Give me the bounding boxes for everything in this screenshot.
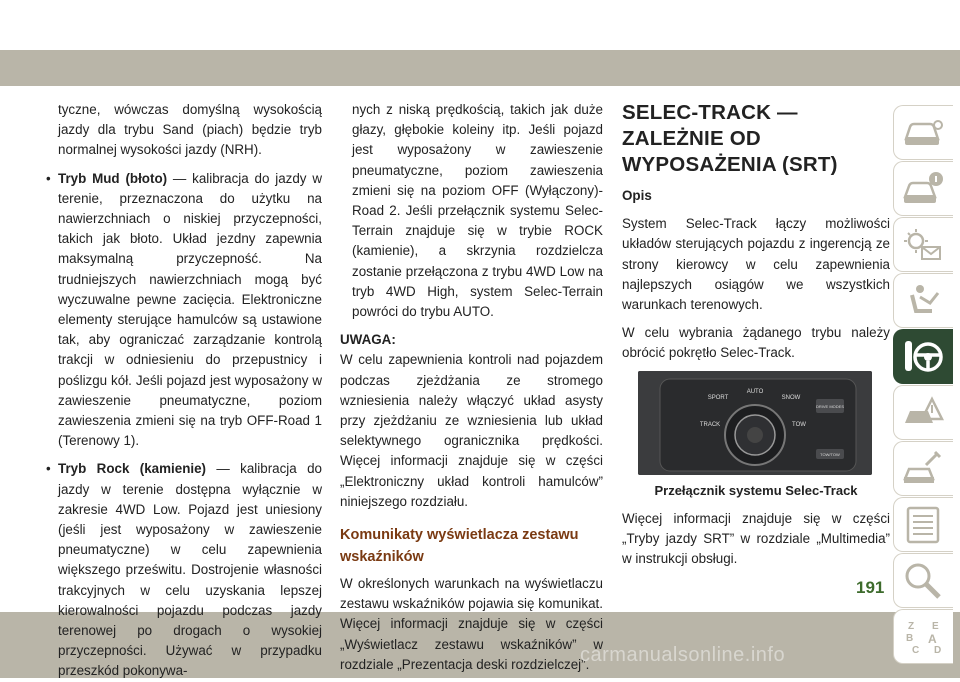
svg-text:C: C	[912, 645, 920, 656]
svg-text:Z: Z	[908, 621, 915, 632]
mud-mode-item	[46, 169, 322, 452]
selec-track-switch-image	[638, 371, 872, 475]
subheading: Komunikaty wyświetlacza zestawu wskaźników	[340, 527, 579, 566]
rock-mode-item	[46, 459, 322, 681]
note-text: W celu zapewnienia kontroli nad pojazdem podczas zjeżdżania ze stromego wzniesienia należy włączyć układ asysty przy zjeżdżaniu ze wzniesienia lub układ selektywnego ogranicznika prędkości. Więcej informacji znajduje się w części „Elektroniczny układ kontroli hamulców” niniejszego rozdziału.	[340, 352, 603, 509]
column-1	[46, 100, 322, 682]
drive-modes-label: DRIVE MODES	[815, 403, 845, 409]
dial-label-auto: AUTO	[746, 388, 764, 395]
figure-caption: Przełącznik systemu Selec-Track	[654, 482, 858, 498]
wrench-car-icon	[902, 449, 944, 489]
paragraph-1: System Selec-Track łączy możliwości układów sterujących pojazdu z ingerencją ze strony kierowcy w celu zapewnienia najlepszych osiągów we wszystkich warunkach terenowych.	[622, 216, 890, 313]
subheading-text: W określonych warunkach na wyświetlaczu zestawu wskaźników pojawia się komunikat. Więcej informacji znajduje się w części „Wyświetlacz zestawu wskaźników” w rozdziale „Prezentacja deski rozdzielczej”.	[340, 576, 603, 672]
svg-text:A: A	[928, 632, 937, 646]
car-key-icon	[902, 113, 944, 153]
tab-wrench-car[interactable]	[893, 441, 953, 496]
driver-seat-icon	[902, 281, 944, 321]
rock-mode-text: — kalibracja do jazdy w terenie dostępna wyłącznie w zakresie 4WD Low. Pojazd jest uniesiony (jeśli jest wyposażony w zawieszenie pneumatyczne) w celu zapewnienia większego prześwitu. Dostrojenie własności trakcyjnych w celu uzyskania lepszej kierowalności pojazdu podczas jazdy terenowej po drogach o wysokiej przyczepności. Używać w przypadku przeszkód pokonywa-	[58, 461, 322, 679]
tab-index[interactable]	[893, 609, 953, 664]
watermark-text: carmanualsonline.info	[580, 644, 786, 666]
mud-mode-text: — kalibracja do jazdy w terenie, przeznaczona do użytku na nawierzchniach o niskiej przyczepności, takich jak błoto. Układ jezdny zapewnia maksymalną przyczepność. Na trudniejszych nawierzchniach mogą być wyczuwalne pewne zacięcia. Elektroniczne elementy sterujące hamulców są ustawione tak, aby ograniczać zarządzanie kontrolą trakcji w odniesieniu do przepustnicy i poślizgu kół. Jeśli pojazd jest wyposażony w zawieszenie pneumatyczne, poziom zawieszenia zmieni się na tryb OFF-Road 1 (Terenowy 1).	[58, 170, 322, 449]
tab-car-info[interactable]	[893, 161, 953, 216]
tow-button-label: TOW/TOW	[820, 451, 840, 457]
section-heading: SELEC-TRACK — ZALEŻNIE OD WYPOSAŻENIA (SRT)	[622, 101, 838, 176]
paragraph-2: W celu wybrania żądanego trybu należy obrócić pokrętło Selec-Track.	[622, 325, 890, 361]
list-icon	[902, 505, 944, 545]
page-number: 191	[856, 578, 885, 597]
dial-label-sport: SPORT	[707, 394, 729, 401]
car-info-icon	[902, 169, 944, 209]
tab-dashboard-light[interactable]	[893, 217, 953, 272]
paragraph-3: Więcej informacji znajduje się w części „Tryby jazdy SRT” w rozdziale „Multimedia” w instrukcji obsługi.	[622, 510, 890, 567]
tab-car-key[interactable]	[893, 105, 953, 160]
continued-text: nych z niską prędkością, takich jak duże głazy, głębokie koleiny itp. Jeśli pojazd jest wyposażony w zawieszenie pneumatyczne, poziom zawieszenia zmieni się na poziom OFF (Wyłączony)-Road 2. Jeśli przełącznik systemu Selec-Terrain znajduje się w trybie ROCK (kamienie), a skrzynia rozdzielcza zostanie przełączona z trybu 4WD Low na tryb 4WD High, system Selec-Terrain powróci do trybu AUTO.	[352, 102, 603, 320]
intro-text: tyczne, wówczas domyślną wysokością jazdy dla trybu Sand (piach) będzie tryb normalnej wysokości jazdy (NRH).	[58, 102, 322, 158]
bullet-icon: •	[46, 461, 51, 477]
dashboard-light-icon	[902, 225, 944, 265]
tab-warning-triangle[interactable]	[893, 385, 953, 440]
mud-mode-label: Tryb Mud (błoto)	[58, 170, 168, 186]
tab-steering-wheel[interactable]	[893, 329, 953, 384]
note-label: UWAGA:	[340, 332, 396, 348]
index-letters-icon	[902, 617, 944, 657]
dial-label-snow: SNOW	[781, 394, 801, 401]
tab-magnifier[interactable]	[893, 553, 953, 608]
svg-text:B: B	[906, 633, 914, 644]
tab-list[interactable]	[893, 497, 953, 552]
warning-triangle-icon	[902, 393, 944, 433]
steering-wheel-icon	[902, 337, 944, 377]
selec-track-dial-icon	[638, 371, 872, 475]
dial-label-tow: TOW	[792, 421, 806, 428]
column-2	[340, 100, 603, 675]
bullet-icon: •	[46, 170, 51, 186]
rock-mode-label: Tryb Rock (kamienie)	[58, 461, 207, 477]
magnifier-icon	[902, 561, 944, 601]
svg-text:E: E	[932, 621, 939, 632]
description-label: Opis	[622, 188, 652, 203]
svg-text:D: D	[934, 645, 942, 656]
dial-label-track: TRACK	[699, 421, 721, 428]
tab-driver-seat[interactable]	[893, 273, 953, 328]
top-band	[0, 50, 960, 86]
column-3	[622, 100, 890, 569]
